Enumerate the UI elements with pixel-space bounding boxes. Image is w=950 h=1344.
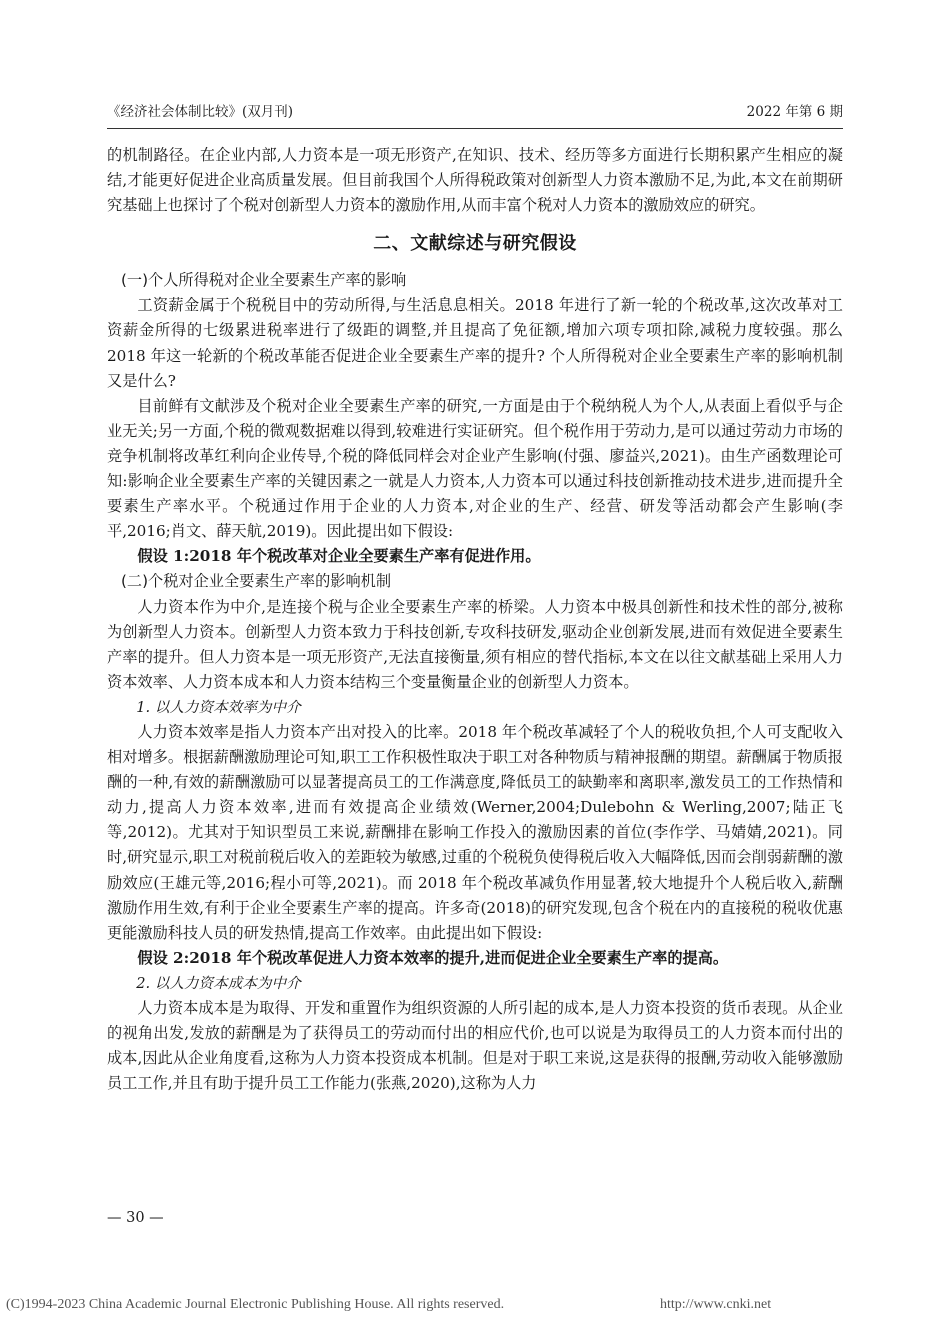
hypothesis-1: 假设 1:2018 年个税改革对企业全要素生产率有促进作用。 bbox=[137, 547, 541, 566]
copyright-text: (C)1994-2023 China Academic Journal Electronic Publishing House. All rights reserved. bbox=[6, 1297, 505, 1312]
paragraph: 人力资本效率是指人力资本产出对投入的比率。2018 年个税改革减轻了个人的税收负担,个人可支配收入相对增多。根据薪酬激励理论可知,职工工作积极性取决于职工对各种物质与精神报酬的期望。薪酬属于物质报酬的一种,有效的薪酬激励可以显著提高员工的工作满意度,降低员工的缺勤率和离职率,激发员工的工作热情和动力,提高人力资本效率,进而有效提高企业绩效(Werner,2004;Dulebohn & Werling,2007;陆正飞等,2012)。尤其对于知识型员工来说,薪酬排在影响工作投入的激励因素的首位(李作学、马婧婧,2021)。同时,研究显示,职工对税前税后收入的差距较为敏感,过重的个税税负使得税后收入大幅降低,因而会削弱薪酬的激励效应(王雄元等,2016;程小可等,2021)。而 2018 年个税改革减负作用显著,较大地提升个人税后收入,薪酬激励作用生效,有利于企业全要素生产率的提高。许多奇(2018)的研究发现,包含个税在内的直接税的税收优惠更能激励科技人员的研发热情,提高工作效率。由此提出如下假设: bbox=[107, 722, 843, 942]
issue-label: 2022 年第 6 期 bbox=[746, 104, 843, 120]
page-number: — 30 — bbox=[107, 1210, 164, 1226]
header-rule bbox=[107, 128, 843, 129]
paragraph: 人力资本成本是为取得、开发和重置作为组织资源的人所引起的成本,是人力资本投资的货币表现。从企业的视角出发,发放的薪酬是为了获得员工的劳动而付出的相应代价,也可以说是为取得员工的人力资本而付出的成本,因此从企业角度看,这称为人力资本投资成本机制。但是对于职工来说,这是获得的报酬,劳动收入能够激励员工工作,并且有助于提升员工工作能力(张燕,2020),这称为人力 bbox=[107, 999, 843, 1093]
subsection-title-2: (二)个税对企业全要素生产率的影响机制 bbox=[121, 572, 392, 591]
paragraph: 目前鲜有文献涉及个税对企业全要素生产率的研究,一方面是由于个税纳税人为个人,从表面上看似乎与企业无关;另一方面,个税的微观数据难以得到,较难进行实证研究。但个税作用于劳动力,是可以通过劳动力市场的竞争机制将改革红利向企业传导,个税的降低同样会对企业产生影响(付强、廖益兴,2021)。由生产函数理论可知:影响企业全要素生产率的关键因素之一就是人力资本,人力资本可以通过科技创新推动技术进步,进而提升全要素生产率水平。个税通过作用于企业的人力资本,对企业的生产、经营、研发等活动都会产生影响(李平,2016;肖文、薛天航,2019)。因此提出如下假设: bbox=[107, 396, 843, 541]
hypothesis-2: 假设 2:2018 年个税改革促进人力资本效率的提升,进而促进企业全要素生产率的提高。 bbox=[137, 948, 729, 967]
paragraph: 工资薪金属于个税税目中的劳动所得,与生活息息相关。2018 年进行了新一轮的个税改革,这次改革对工资薪金所得的七级累进税率进行了级距的调整,并且提高了免征额,增加六项专项扣除,减税力度较强。那么 2018 年这一轮新的个税改革能否促进企业全要素生产率的提升? 个人所得税对企业全要素生产率的影响机制又是什么? bbox=[107, 296, 843, 390]
section-title: 二、文献综述与研究假设 bbox=[373, 233, 577, 255]
item-title-1: 1. 以人力资本效率为中介 bbox=[136, 698, 301, 716]
website-link[interactable]: http://www.cnki.net bbox=[660, 1297, 772, 1312]
footer bbox=[6, 1297, 946, 1313]
item-title-2: 2. 以人力资本成本为中介 bbox=[136, 974, 301, 992]
running-header bbox=[107, 103, 843, 121]
journal-title: 《经济社会体制比较》(双月刊) bbox=[107, 104, 294, 120]
paragraph: 人力资本作为中介,是连接个税与企业全要素生产率的桥梁。人力资本中极具创新性和技术性的部分,被称为创新型人力资本。创新型人力资本致力于科技创新,专攻科技研发,驱动企业创新发展,进而有效促进全要素生产率的提升。但人力资本是一项无形资产,无法直接衡量,须有相应的替代指标,本文在以往文献基础上采用人力资本效率、人力资本成本和人力资本结构三个变量衡量企业的创新型人力资本。 bbox=[107, 597, 843, 691]
article-body bbox=[107, 143, 843, 1096]
subsection-title-1: (一)个人所得税对企业全要素生产率的影响 bbox=[121, 271, 407, 290]
intro-paragraph: 的机制路径。在企业内部,人力资本是一项无形资产,在知识、技术、经历等多方面进行长期积累产生相应的凝结,才能更好促进企业高质量发展。但目前我国个人所得税政策对创新型人力资本激励不足,为此,本文在前期研究基础上也探讨了个税对创新型人力资本的激励作用,从而丰富个税对人力资本的激励效应的研究。 bbox=[107, 146, 843, 215]
